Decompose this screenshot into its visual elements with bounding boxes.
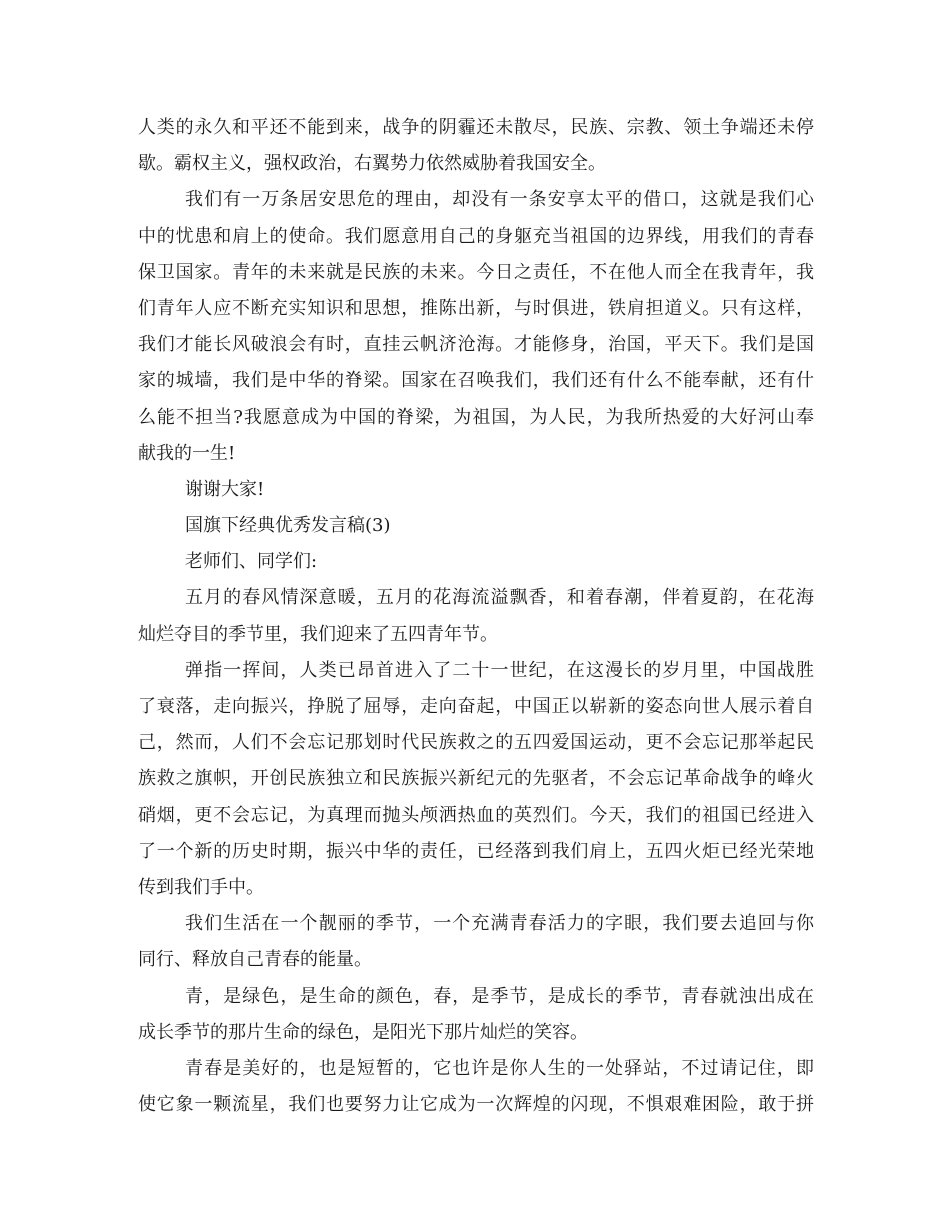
text-line: 保卫国家。青年的未来就是民族的未来。今日之责任，不在他人而全在我青年，我	[138, 261, 814, 283]
text-line: 同行、释放自己青春的能量。	[138, 949, 372, 971]
text-line: 弹指一挥间，人类已昂首进入了二十一世纪，在这漫长的岁月里，中国战胜	[185, 659, 814, 681]
text-line: 灿烂夺目的季节里，我们迎来了五四青年节。	[138, 623, 498, 645]
text-line: 五月的春风情深意暖，五月的花海流溢飘香，和着春潮，伴着夏韵，在花海	[185, 587, 814, 609]
text-line: 成长季节的那片生命的绿色，是阳光下那片灿烂的笑容。	[138, 1021, 588, 1043]
text-line: 献我的一生!	[138, 442, 236, 464]
text-line: 家的城墙，我们是中华的脊梁。国家在召唤我们，我们还有什么不能奉献，还有什	[138, 370, 814, 392]
text-line: 传到我们手中。	[138, 876, 264, 898]
text-line: 了衰落，走向振兴，挣脱了屈辱，走向奋起，中国正以崭新的姿态向世人展示着自	[138, 696, 814, 717]
text-line: 硝烟，更不会忘记，为真理而抛头颅洒热血的英烈们。今天，我们的祖国已经进入	[138, 804, 814, 826]
text-line: 人类的永久和平还不能到来，战争的阴霾还未散尽，民族、宗教、领土争端还未停	[138, 117, 814, 138]
text-line: 我们才能长风破浪会有时，直挂云帆济沧海。才能修身，治国，平天下。我们是国	[138, 334, 814, 356]
text-line: 青春是美好的，也是短暂的，它也许是你人生的一处驿站，不过请记住，即	[185, 1057, 814, 1079]
text-line: 族救之旗帜，开创民族独立和民族振兴新纪元的先驱者，不会忘记革命战争的峰火	[138, 768, 814, 790]
text-line: 了一个新的历史时期，振兴中华的责任，已经落到我们肩上，五四火炬已经光荣地	[138, 840, 814, 862]
text-line: 歇。霸权主义，强权政治，右翼势力依然威胁着我国安全。	[138, 153, 606, 175]
text-line: 使它象一颗流星，我们也要努力让它成为一次辉煌的闪现，不惧艰难困险，敢于拼	[138, 1094, 814, 1116]
text-line: 青，是绿色，是生命的颜色，春，是季节，是成长的季节，青春就浊出成在	[185, 985, 814, 1007]
text-line: 么能不担当?我愿意成为中国的脊梁，为祖国，为人民，为我所热爱的大好河山奉	[138, 406, 814, 428]
text-line: 们青年人应不断充实知识和思想，推陈出新，与时俱进，铁肩担道义。只有这样，	[138, 297, 814, 319]
text-line: 己，然而，人们不会忘记那划时代民族救之的五四爱国运动，更不会忘记那举起民	[138, 732, 814, 754]
text-line: 我们生活在一个靓丽的季节，一个充满青春活力的字眼，我们要去追回与你	[185, 913, 814, 935]
text-line: 国旗下经典优秀发言稿(3)	[185, 515, 391, 537]
text-line: 谢谢大家!	[185, 478, 265, 500]
text-line: 中的忧患和肩上的使命。我们愿意用自己的身躯充当祖国的边界线，用我们的青春	[138, 225, 814, 247]
document-page	[138, 110, 814, 1123]
text-line: 老师们、同学们:	[185, 551, 318, 573]
text-line: 我们有一万条居安思危的理由，却没有一条安享太平的借口，这就是我们心	[185, 189, 814, 211]
